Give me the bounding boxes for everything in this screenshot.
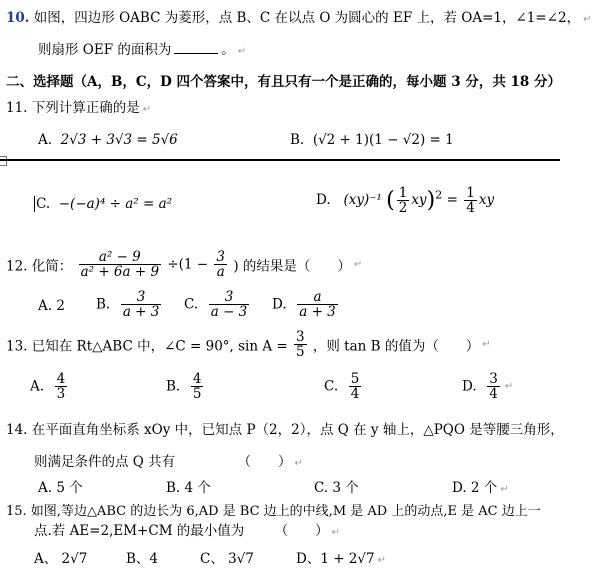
q14-b-text: B. 4 个: [166, 480, 211, 496]
q11-option-d: D. (xy)⁻¹ ( $\frac{1}{2}$ xy)$^2$ = $\frac{1}{4}$ xy: [316, 185, 495, 217]
return-icon: ↵: [142, 104, 152, 115]
fraction-denominator: 4: [466, 200, 475, 217]
q14-line1: [6, 418, 564, 438]
q13-d-fraction: [487, 372, 500, 401]
q11-c-label: C.: [36, 196, 51, 212]
fraction-numerator: a: [297, 290, 338, 305]
return-icon: ↵: [353, 259, 363, 271]
fraction-denominator: a + 3: [122, 304, 160, 321]
fraction-denominator: a − 3: [210, 304, 248, 321]
fraction-denominator: a + 3: [299, 304, 336, 321]
q14-text2: 则满足条件的点 Q 共有: [34, 454, 176, 470]
q12-option-d: [272, 290, 340, 319]
fraction-denominator: 4: [350, 386, 360, 403]
q14-option-d: [452, 476, 509, 496]
q11-option-c: [36, 196, 172, 212]
q15-line2: [34, 519, 340, 539]
q13-option-d: [462, 372, 513, 401]
q12-c-fraction: [209, 290, 250, 319]
fraction-numerator: a² − 9: [79, 250, 161, 265]
fraction-numerator: 1: [466, 185, 475, 201]
q11-stem: [6, 96, 151, 116]
return-icon: ↵: [237, 46, 247, 57]
q13-stem-post: ，则 tan B 的值为（ ）: [312, 338, 480, 355]
q14-text1: 14. 在平面直角坐标系 xOy 中，已知点 P（2，2），点 Q 在 y 轴上，△PQO 是等腰三角形，: [6, 422, 564, 438]
q15-d-text: D、1 + 2√7: [296, 551, 375, 567]
fraction-numerator: 5: [350, 371, 360, 387]
q12-stem: [6, 250, 362, 279]
q12-d-fraction: [297, 290, 338, 319]
return-icon: ↵: [294, 458, 303, 469]
q12-b-fraction: [121, 290, 162, 319]
fraction-denominator: 4: [489, 386, 498, 403]
fraction-denominator: a: [216, 264, 225, 281]
q14-c-text: C. 3 个: [314, 480, 359, 496]
answer-paren: （ ）: [237, 454, 292, 470]
q12-option-b: [96, 290, 163, 319]
answer-paren: （ ）: [274, 523, 329, 539]
q14-option-a: [38, 476, 83, 496]
q12-inner-fraction: [214, 250, 227, 279]
q15-option-d: [296, 547, 386, 567]
fraction-numerator: 3: [121, 290, 162, 305]
q15-option-a: [34, 547, 87, 567]
page-break-line: [0, 159, 560, 161]
q11-a-text: 2√3 + 3√3 = 5√6: [60, 132, 178, 148]
return-icon: ↵: [482, 339, 491, 351]
q11-option-b: [290, 132, 454, 148]
q15-b-text: B、4: [126, 551, 159, 567]
q13-option-a: [30, 372, 69, 401]
q15-text1: 15. 如图,等边△ABC 的边长为 6,AD 是 BC 边上的中线,M 是 AD 上的动点,E 是 AC 边上一: [6, 504, 541, 519]
q12-option-a: [38, 298, 65, 314]
q10-text2-end: 。: [221, 42, 235, 58]
q13-a-label: A.: [30, 378, 45, 395]
q11-stem-text: 11. 下列计算正确的是: [6, 100, 140, 116]
q13-c-label: C.: [324, 378, 339, 395]
section2-title: [6, 70, 561, 90]
q10-text2: 则扇形 OEF 的面积为: [38, 42, 172, 58]
q11-b-label: B.: [290, 132, 305, 148]
fraction-numerator: 1: [398, 185, 408, 201]
fraction-denominator: 5: [192, 386, 202, 403]
q10-text1: 如图，四边形 OABC 为菱形，点 B、C 在以点 O 为圆心的 EF 上，若 OA=1，∠1=∠2，: [33, 10, 581, 26]
return-icon: ↵: [500, 484, 509, 495]
q11-b-text: (√2 + 1)(1 − √2) = 1: [312, 132, 454, 148]
fraction-denominator: 2: [398, 200, 408, 217]
q11-d-right-fraction: [464, 186, 477, 215]
q12-stem-post: ) 的结果是（ ）: [233, 258, 351, 275]
q11-d-left: (xy)⁻¹: [343, 192, 382, 209]
q12-stem-pre: 12. 化简：: [6, 258, 73, 275]
page-break-marker: [0, 156, 7, 166]
return-icon: ↵: [331, 527, 340, 538]
q15-option-c: [200, 547, 254, 567]
q11-d-mid: xy: [411, 192, 427, 209]
fraction-numerator: 3: [209, 290, 250, 305]
q12-c-label: C.: [184, 296, 199, 313]
fraction-denominator: a² + 6a + 9: [80, 264, 160, 281]
q10-line2: [38, 38, 246, 58]
q12-operator: ÷(1 −: [167, 256, 209, 273]
q15-text2: 点.若 AE=2,EM+CM 的最小值为: [34, 523, 245, 539]
q13-a-fraction: [55, 372, 68, 401]
fraction-denominator: 5: [296, 344, 305, 361]
fraction-denominator: 3: [56, 386, 66, 403]
q14-option-c: [314, 476, 359, 496]
return-icon: ↵: [583, 14, 592, 25]
q12-main-fraction: [79, 250, 161, 279]
q13-d-label: D.: [462, 378, 477, 395]
q13-c-fraction: [349, 372, 362, 401]
q12-option-c: [184, 290, 251, 319]
q11-c-text: −(−a)⁴ ÷ a² = a²: [58, 196, 173, 212]
q12-b-label: B.: [96, 296, 111, 313]
q10-line1: [6, 6, 592, 26]
fraction-numerator: 3: [216, 249, 226, 265]
q13-option-c: [324, 372, 363, 401]
fraction-numerator: 3: [489, 371, 498, 387]
q15-line1: [6, 500, 541, 519]
q12-a-text: A. 2: [38, 298, 65, 314]
q14-line2: [34, 450, 303, 470]
q14-d-text: D. 2 个: [452, 480, 498, 496]
q13-option-b: [166, 372, 205, 401]
q11-d-fraction: [397, 186, 410, 215]
q13-stem: [6, 330, 491, 359]
return-icon: ↵: [504, 381, 514, 393]
q12-d-label: D.: [272, 296, 287, 313]
return-icon: ↵: [377, 555, 386, 566]
q15-c-text: C、 3√7: [200, 551, 254, 567]
q15-option-b: [126, 547, 158, 567]
q11-d-label: D.: [316, 192, 331, 209]
q10-number: 10.: [6, 10, 30, 26]
q13-b-label: B.: [166, 378, 181, 395]
q13-sin-fraction: [294, 330, 307, 359]
q11-option-a: [38, 132, 178, 148]
q11-d-tail: xy: [478, 192, 495, 209]
q14-option-b: [166, 476, 211, 496]
text-cursor: [34, 196, 35, 212]
equals-sign: =: [446, 192, 458, 209]
paren-open: (: [386, 188, 395, 214]
answer-blank: [174, 53, 218, 54]
q15-a-text: A、 2√7: [34, 551, 88, 567]
fraction-numerator: 4: [56, 371, 66, 387]
q11-a-label: A.: [38, 132, 53, 148]
q14-a-text: A. 5 个: [38, 480, 83, 496]
section2-title-text: 二、选择题（A，B，C，D 四个答案中，有且只有一个是正确的，每小题 3 分，共 18 分）: [6, 74, 562, 90]
q13-stem-pre: 13. 已知在 Rt△ABC 中，∠C = 90°, sin A =: [6, 338, 288, 355]
fraction-numerator: 3: [296, 329, 305, 345]
q13-b-fraction: [191, 372, 204, 401]
paren-close: ): [426, 188, 436, 214]
fraction-numerator: 4: [192, 371, 202, 387]
